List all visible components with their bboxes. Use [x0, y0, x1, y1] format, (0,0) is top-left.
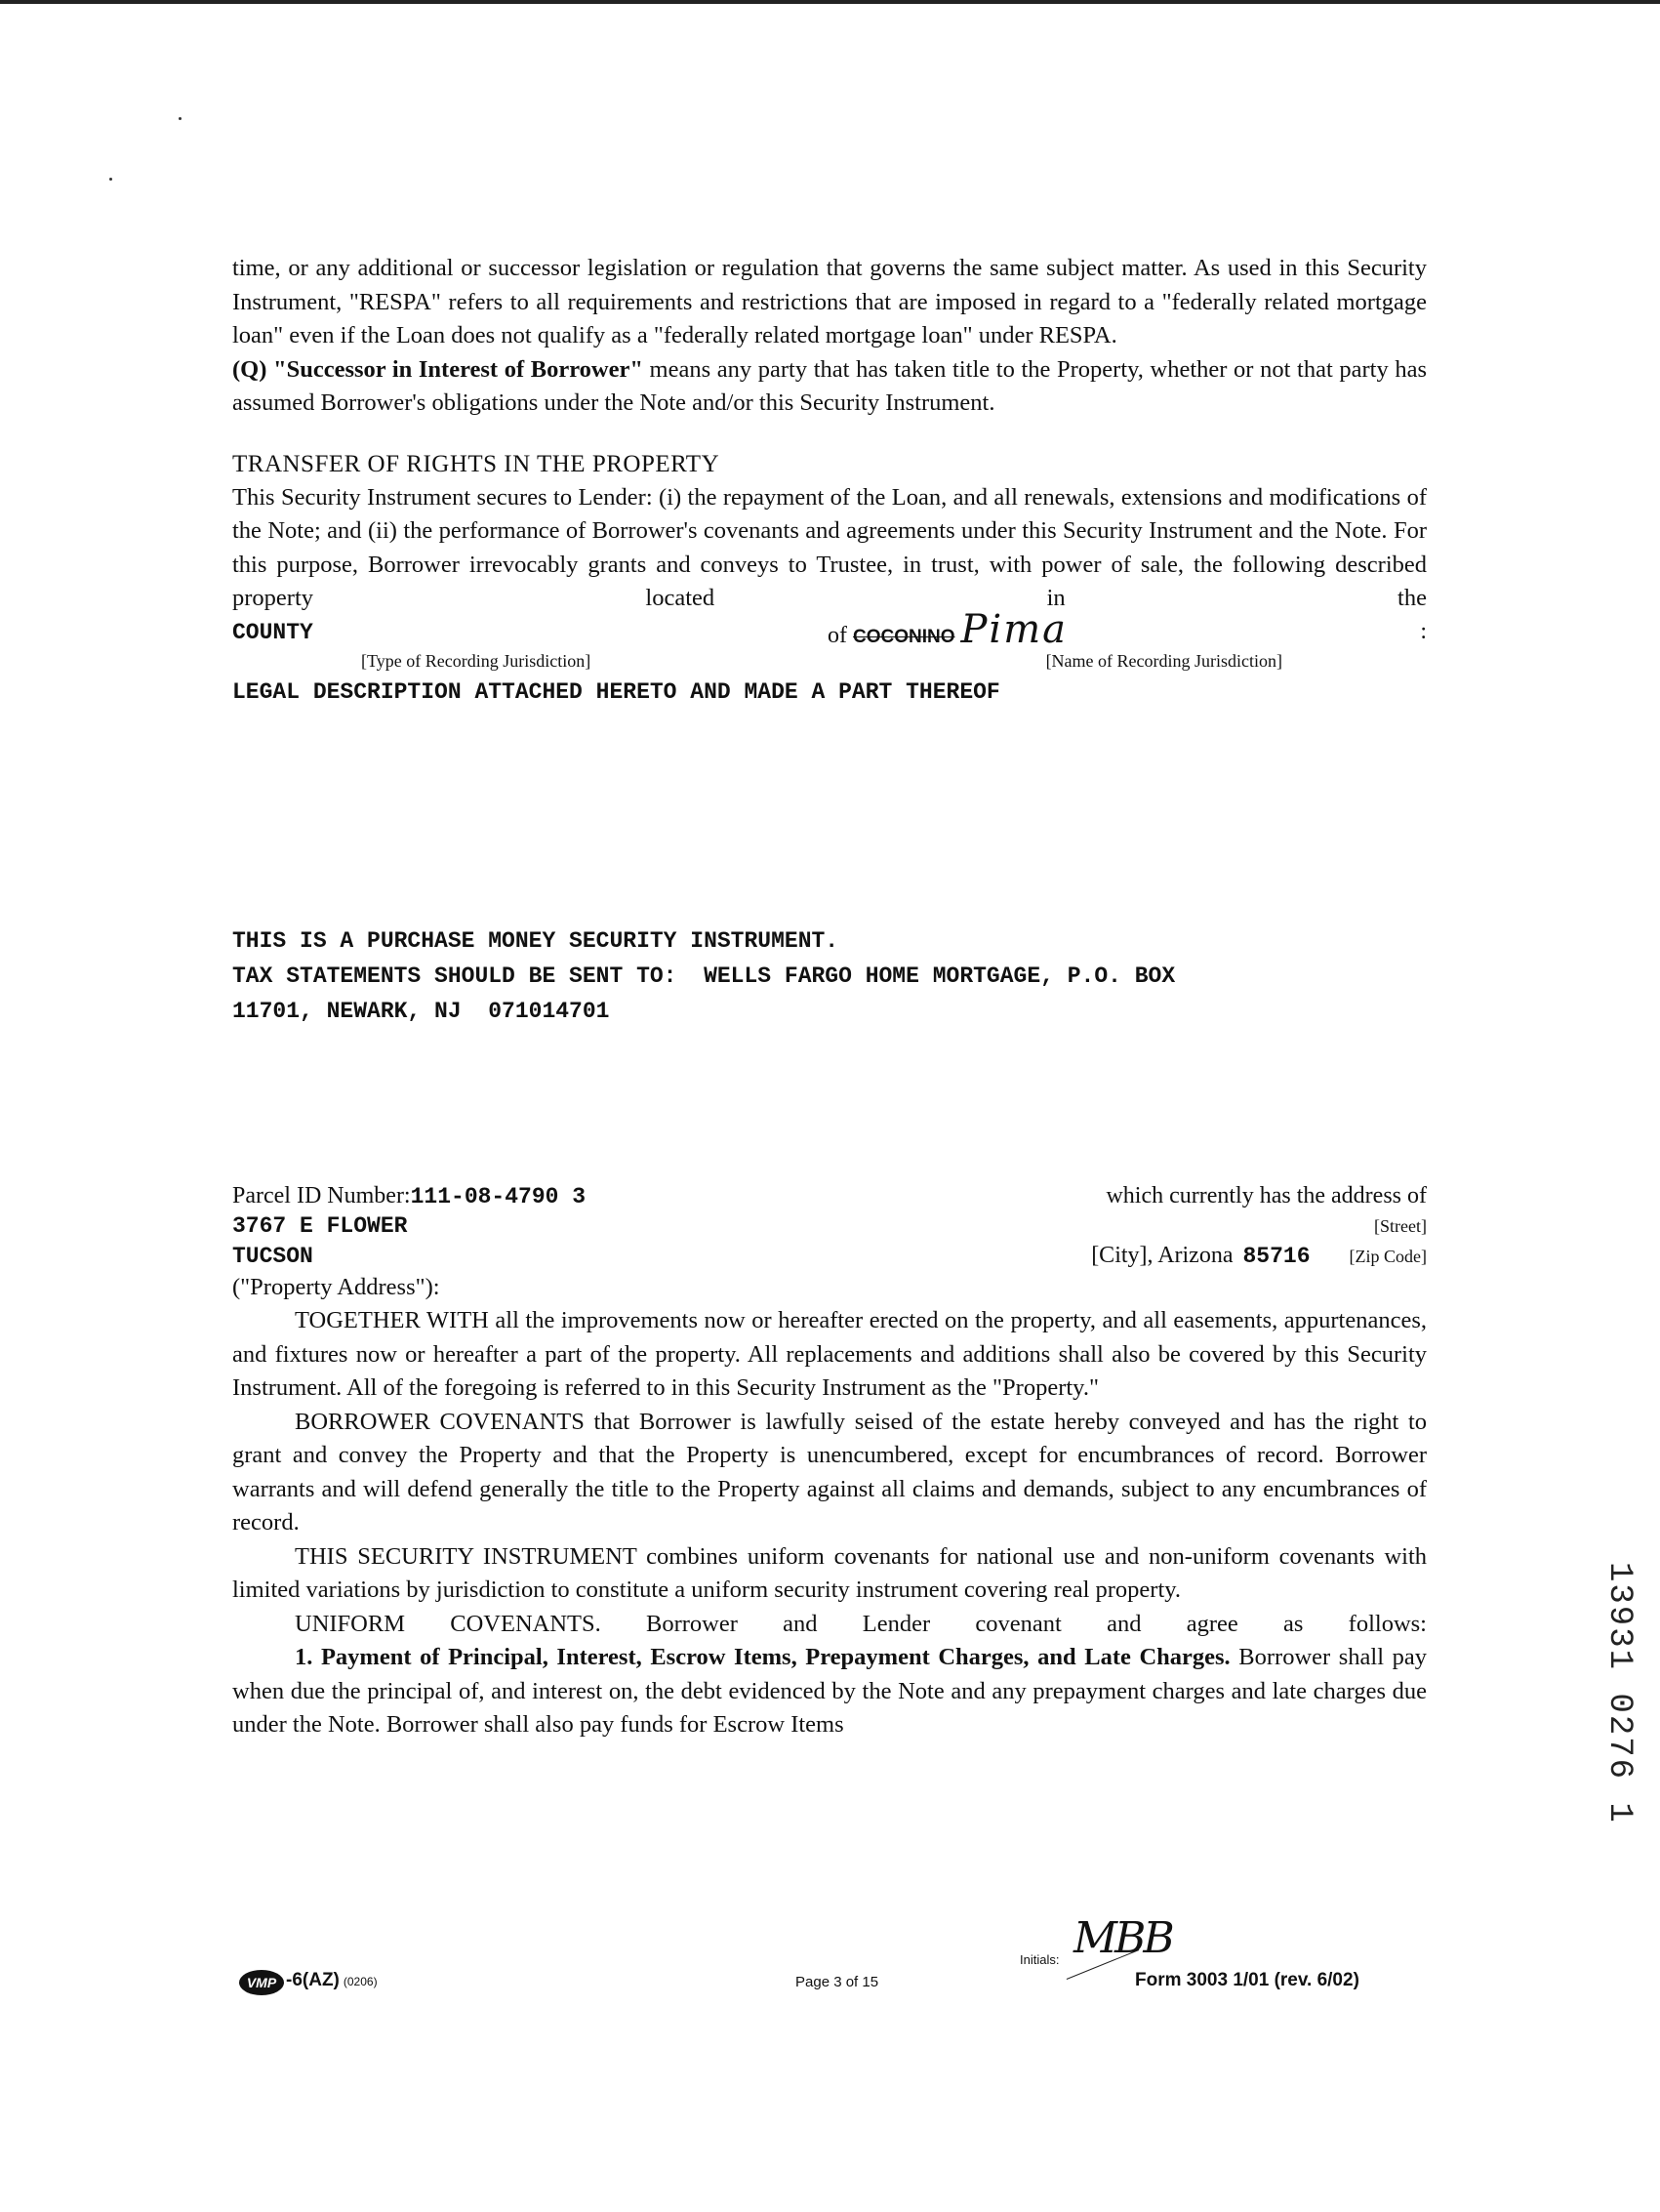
security-instrument-paragraph: THIS SECURITY INSTRUMENT combines uniform covenants for national use and non-uniform covenants with limited variations by jurisdiction to constitute a uniform security instrument covering real property.: [232, 1542, 1427, 1603]
scan-speck: [179, 117, 182, 120]
tax-address-line: 11701, NEWARK, NJ 071014701: [232, 998, 610, 1024]
tax-statements-line: TAX STATEMENTS SHOULD BE SENT TO: WELLS FARGO HOME MORTGAGE, P.O. BOX: [232, 963, 1176, 989]
parcel-id: [232, 1183, 586, 1209]
borrower-covenants-paragraph: BORROWER COVENANTS that Borrower is lawfully seised of the estate hereby conveyed and has the right to grant and convey the Property and that the Property is unencumbered, except for encumbrances of record. Borrower warrants and will defend generally the title to the Property against all claims and demands, subject to any encumbrances of record.: [232, 1408, 1427, 1536]
currently-address-text: which currently has the address of: [1106, 1182, 1427, 1208]
form-code-small: (0206): [343, 1975, 378, 1988]
jurisdiction-type: COUNTY: [232, 619, 313, 645]
page-number: Page 3 of 15: [795, 1974, 879, 1990]
jurisdiction-struck-name: COCONINO: [853, 627, 955, 647]
uniform-covenants-line: UNIFORM COVENANTS. Borrower and Lender covenant and agree as follows:: [295, 1610, 1427, 1637]
city-zip-group: [1091, 1243, 1427, 1269]
transfer-heading: TRANSFER OF RIGHTS IN THE PROPERTY: [232, 450, 720, 477]
parcel-label: Parcel ID Number:: [232, 1182, 411, 1208]
legal-description: LEGAL DESCRIPTION ATTACHED HERETO AND MADE A PART THEREOF: [232, 678, 1000, 705]
payment-title: 1. Payment of Principal, Interest, Escrow Items, Prepayment Charges, and Late Charges.: [295, 1644, 1231, 1670]
together-with-paragraph: TOGETHER WITH all the improvements now or hereafter erected on the property, and all easements, appurtenances, and fixtures now or hereafter a part of the property. All replacements and additions shall also be covered by this Security Instrument. All of the foregoing is referred to in this Security Instrument as the "Property.": [232, 1307, 1427, 1401]
scan-speck: [109, 178, 112, 181]
jurisdiction-name-field: [828, 607, 1420, 652]
form-number: Form 3003 1/01 (rev. 6/02): [1135, 1970, 1359, 1990]
page-footer: [239, 1913, 1439, 2011]
city-caption: [City], Arizona: [1091, 1242, 1234, 1268]
initials-signature: MBB: [1073, 1913, 1172, 1963]
payment-text: Borrower shall pay when due the principal of, and interest on, the debt evidenced by the Note and any prepayment charges and late charges due under the Note. Borrower shall also pay funds for Escrow Items: [232, 1644, 1427, 1738]
name-caption: [Name of Recording Jurisdiction]: [1045, 650, 1282, 671]
recording-stamp: 13931 0276 1: [1600, 1562, 1638, 1824]
street-value: 3767 E FLOWER: [232, 1212, 408, 1239]
type-caption: [Type of Recording Jurisdiction]: [361, 650, 591, 671]
document-body: [232, 252, 1427, 1742]
initials-label: Initials:: [1020, 1952, 1060, 1967]
jurisdiction-colon: :: [1420, 619, 1427, 644]
form-code-main: -6(AZ): [286, 1970, 340, 1990]
definition-q-text: means any party that has taken title to the Property, whether or not that party has assumed Borrower's obligations under the Note and/or this Security Instrument.: [232, 355, 1427, 416]
payment-paragraph: [232, 1641, 1427, 1742]
respa-paragraph: time, or any additional or successor legislation or regulation that governs the same subject matter. As used in this Security Instrument, "RESPA" refers to all requirements and restrictions that are imposed in regard to a "federally related mortgage loan" even if the Loan does not qualify as a "federally related mortgage loan" under RESPA.: [232, 255, 1427, 348]
zip-value: 85716: [1242, 1243, 1311, 1269]
jurisdiction-of: of: [828, 623, 847, 648]
purchase-money-line-1: THIS IS A PURCHASE MONEY SECURITY INSTRUMENT.: [232, 927, 839, 954]
street-row: [232, 1213, 1427, 1239]
zip-caption: [Zip Code]: [1349, 1246, 1427, 1266]
jurisdiction-row: [232, 607, 1427, 652]
definition-q-label: (Q) "Successor in Interest of Borrower": [232, 355, 643, 383]
property-address-label: ("Property Address"):: [232, 1273, 440, 1300]
street-caption: [Street]: [1374, 1215, 1427, 1236]
scan-top-edge: [0, 0, 1660, 4]
jurisdiction-captions: [232, 651, 1427, 672]
form-code: [286, 1970, 378, 1991]
vmp-logo: VMP: [239, 1970, 284, 1995]
jurisdiction-handwritten-name: Pima: [960, 607, 1068, 652]
transfer-paragraph: This Security Instrument secures to Lender: (i) the repayment of the Loan, and all renewals, extensions and modifications of the Note; and (ii) the performance of Borrower's covenants and agreements under this Security Instrument and the Note. For this purpose, Borrower irrevocably grants and conveys to Trustee, in trust, with power of sale, the following described property located in the: [232, 483, 1427, 611]
parcel-value: 111-08-4790 3: [410, 1183, 587, 1209]
city-value: TUCSON: [232, 1243, 313, 1269]
definition-q: [232, 353, 1427, 421]
city-row: [232, 1243, 1427, 1269]
parcel-row: [232, 1183, 1427, 1209]
